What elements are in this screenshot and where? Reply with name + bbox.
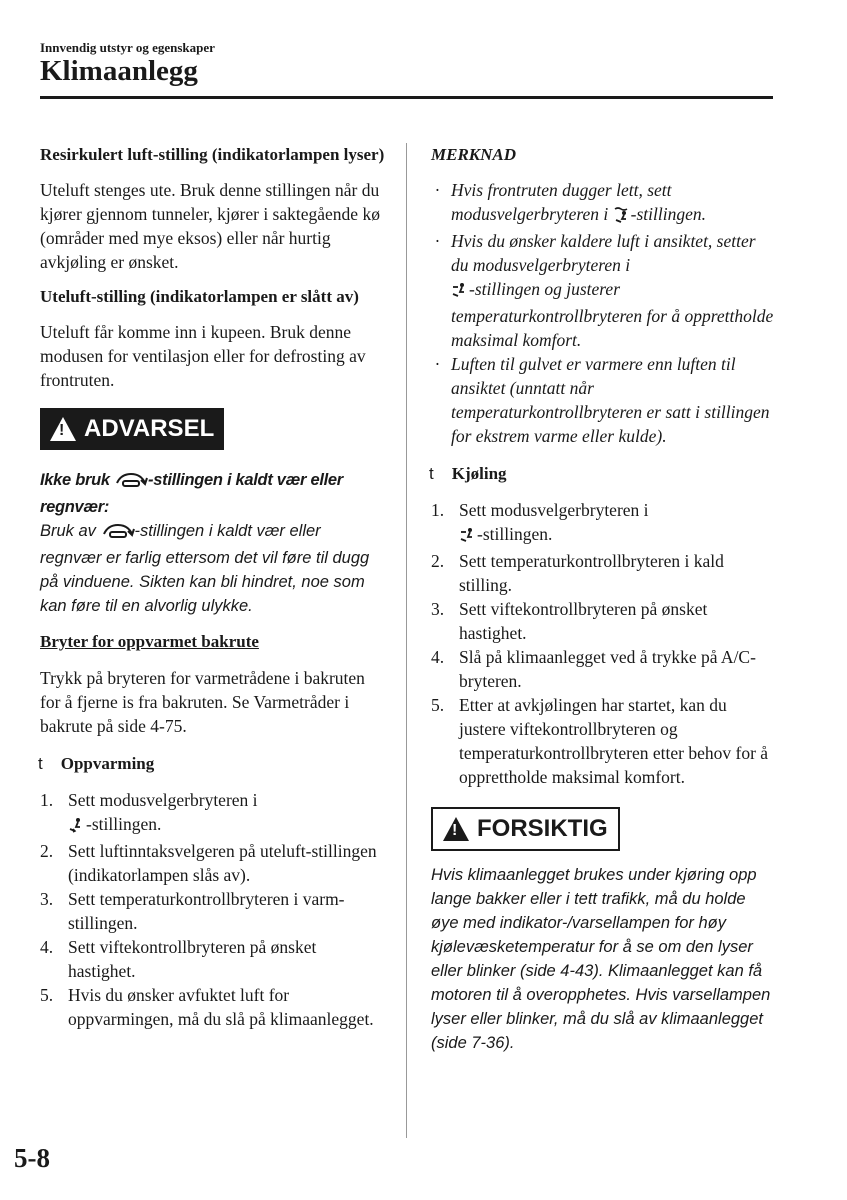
caution-label: FORSIKTIG bbox=[477, 815, 608, 842]
list-item: · Luften til gulvet er varmere enn luften til ansiktet (unntatt når temperaturkontrollbryteren er satt i stillingen for ekstrem varme eller kulde). bbox=[435, 354, 770, 446]
warning-body: Bruk av -stillingen i kaldt vær eller regnvær er farlig ettersom det vil føre til dugg på vinduene. Sikten kan bli hindret, noe som kan føre til en alvorlig ulykke. bbox=[40, 522, 370, 615]
list-item: 1. Sett modusvelgerbryteren i -stillingen. bbox=[40, 788, 385, 839]
heading-marker: t bbox=[38, 754, 43, 773]
floor-mode-icon bbox=[68, 815, 86, 839]
note-heading: MERKNAD bbox=[431, 145, 517, 164]
warning-triangle-icon: ! bbox=[50, 417, 76, 441]
list-item: · Hvis frontruten dugger lett, sett modusvelgerbryteren i -stillingen. bbox=[431, 178, 776, 229]
heading-marker: t bbox=[429, 464, 434, 483]
heating-steps bbox=[40, 788, 385, 1031]
rear-defrost-heading: Bryter for oppvarmet bakrute bbox=[40, 632, 259, 651]
floor-defrost-mode-icon bbox=[613, 205, 631, 229]
page-title: Klimaanlegg bbox=[40, 55, 198, 87]
caution-box bbox=[431, 807, 776, 1055]
list-item: 5. Etter at avkjølingen har startet, kan du justere viftekontrollbryteren og temperaturkontrollbryteren etter behov for å opprettholde maksimal komfort. bbox=[431, 695, 769, 787]
cooling-heading: t Kjøling bbox=[429, 462, 776, 486]
right-column bbox=[431, 143, 776, 1055]
list-item: 3. Sett viftekontrollbryteren på ønsket hastighet. bbox=[431, 599, 708, 643]
note-list bbox=[431, 178, 776, 448]
warning-triangle-icon: ! bbox=[443, 817, 469, 841]
bi-level-mode-icon bbox=[451, 280, 469, 304]
warning-title: Ikke bruk -stillingen i kaldt vær eller regnvær: bbox=[40, 471, 343, 516]
cooling-steps bbox=[431, 498, 776, 789]
rear-defrost-text: Trykk på bryteren for varmetrådene i bakruten for å fjerne is fra bakruten. Se Varmetråder i bakrute på side 4-75. bbox=[40, 668, 365, 736]
outside-text: Uteluft får komme inn i kupeen. Bruk denne modusen for ventilasjon eller for defrosting av frontruten. bbox=[40, 322, 366, 390]
section-name: Innvendig utstyr og egenskaper bbox=[40, 40, 215, 55]
caution-banner bbox=[431, 807, 620, 851]
outside-heading: Uteluft-stilling (indikatorlampen er slått av) bbox=[40, 287, 359, 306]
column-divider bbox=[406, 143, 407, 1138]
header-divider bbox=[40, 96, 773, 99]
list-item: 2. Sett luftinntaksvelgeren på uteluft-stillingen (indikatorlampen slås av). bbox=[40, 841, 377, 885]
list-item: 2. Sett temperaturkontrollbryteren i kald stilling. bbox=[431, 551, 724, 595]
warning-box bbox=[40, 408, 385, 618]
recirculation-icon bbox=[114, 471, 148, 495]
list-item: · Hvis du ønsker kaldere luft i ansiktet, setter du modusvelgerbryteren i -stillingen og justerer temperaturkontrollbryteren for å opprettholde maksimal komfort. bbox=[435, 231, 774, 350]
list-item: 4. Slå på klimaanlegget ved å trykke på A/C-bryteren. bbox=[431, 647, 756, 691]
list-item: 1. Sett modusvelgerbryteren i -stillingen. bbox=[431, 498, 776, 549]
page-number: 5-8 bbox=[14, 1143, 50, 1173]
recirc-heading: Resirkulert luft-stilling (indikatorlampen lyser) bbox=[40, 145, 385, 164]
list-item: 5. Hvis du ønsker avfuktet luft for oppvarmingen, må du slå på klimaanlegget. bbox=[40, 985, 374, 1029]
warning-label: ADVARSEL bbox=[84, 415, 215, 442]
warning-banner bbox=[40, 408, 224, 450]
caution-text: Hvis klimaanlegget brukes under kjøring opp lange bakker eller i tett trafikk, må du holde øye med indikator-/varsellampen for høy kjølevæsketemperatur for å se om den lyser eller blinker (side 4-43). Klimaanlegget kan få motoren til å overopphetes. Hvis varsellampen lyser eller blinker, må du slå av klimaanlegget (side 7-36). bbox=[431, 866, 771, 1052]
list-item: 3. Sett temperaturkontrollbryteren i varm-stillingen. bbox=[40, 889, 345, 933]
bi-level-mode-icon bbox=[459, 525, 477, 549]
heating-heading: t Oppvarming bbox=[38, 752, 385, 776]
recirculation-icon bbox=[101, 522, 135, 546]
list-item: 4. Sett viftekontrollbryteren på ønsket hastighet. bbox=[40, 937, 317, 981]
left-column bbox=[40, 143, 385, 1031]
recirc-text: Uteluft stenges ute. Bruk denne stillingen når du kjører gjennom tunneler, kjører i saktegående kø (områder med mye eksos) eller når hurtig avkjøling er ønsket. bbox=[40, 180, 380, 272]
